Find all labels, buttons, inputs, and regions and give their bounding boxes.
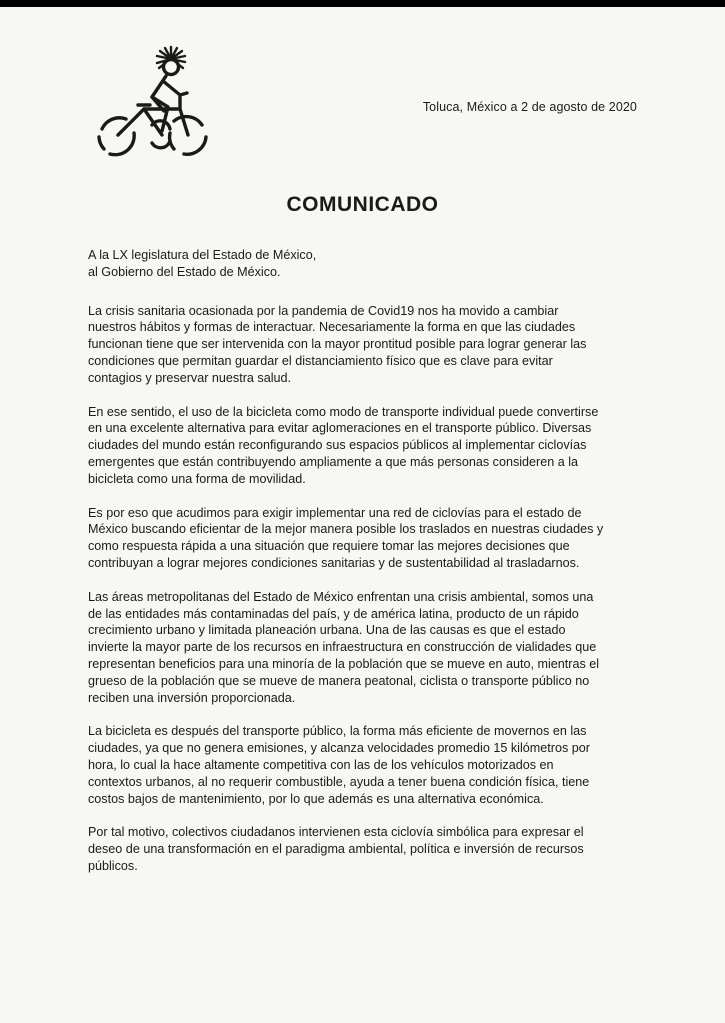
paragraph-5 (88, 723, 654, 807)
text-line: condiciones que permitan guardar el distanciamiento físico que es clave para evitar (88, 353, 553, 368)
text-line: En ese sentido, el uso de la bicicleta como modo de transporte individual puede convertirse (88, 404, 599, 419)
text-line: contagios y preservar nuestra salud. (88, 370, 292, 385)
text-line: Es por eso que acudimos para exigir implementar una red de ciclovías para el estado de (88, 505, 582, 520)
text-line: de las entidades más contaminadas del país, y de américa latina, producto de un rápido (88, 606, 579, 621)
text-line: reciben una inversión proporcionada. (88, 690, 296, 705)
text-line: ciudades del mundo están reconfigurando sus espacios públicos al implementar ciclovías (88, 438, 587, 453)
text-line: crecimiento urbano y limitada planeación urbana. Una de las causas es que el estado (88, 623, 566, 638)
text-line: Las áreas metropolitanas del Estado de México enfrentan una crisis ambiental, somos una (88, 589, 594, 604)
paragraph-3 (88, 505, 654, 572)
text-line: funcionan tiene que ser intervenida con la mayor prontitud posible para lograr generar las (88, 337, 587, 352)
text-line: contextos urbanos, al no requerir combustible, ayuda a tener buena condición física, tiene (88, 774, 590, 789)
text-line: La crisis sanitaria ocasionada por la pandemia de Covid19 nos ha movido a cambiar (88, 303, 559, 318)
addressee-line: al Gobierno del Estado de México. (88, 264, 281, 279)
text-line: Por tal motivo, colectivos ciudadanos intervienen esta ciclovía simbólica para expresar el (88, 825, 584, 840)
text-line: emergentes que están contribuyendo ampliamente a que más personas consideren a la (88, 454, 579, 469)
text-line: ciudades, ya que no genera emisiones, y alcanza velocidades promedio 15 kilómetros por (88, 741, 590, 756)
text-line: México buscando eficientar de la mejor manera posible los traslados en nuestras ciudades y (88, 522, 604, 537)
text-line: representan beneficios para una minoría de la población que se mueve en auto, mientras el (88, 656, 600, 671)
text-line: grueso de la población que se mueve de manera peatonal, ciclista o transporte público no (88, 673, 590, 688)
document-body (88, 247, 654, 892)
top-border (0, 0, 725, 7)
document-title: COMUNICADO (286, 193, 439, 216)
text-line: bicicleta como una forma de movilidad. (88, 471, 306, 486)
paragraph-2 (88, 404, 654, 488)
document-date: Toluca, México a 2 de agosto de 2020 (422, 100, 637, 114)
text-line: contribuyan a lograr mejores condiciones sanitarias y de sustentabilidad al trasladarnos. (88, 555, 580, 570)
text-line: en una excelente alternativa para evitar aglomeraciones en el transporte público. Diversas (88, 421, 592, 436)
addressees (88, 247, 654, 281)
text-line: nuestros hábitos y formas de interactuar. Necesariamente la forma en que las ciudades (88, 320, 576, 335)
text-line: deseo de una transformación en el paradigma ambiental, política e inversión de recursos (88, 842, 584, 857)
paragraph-6 (88, 824, 654, 874)
text-line: hora, lo cual la hace altamente competitiva con las de los vehículos motorizados en (88, 757, 554, 772)
document-page (0, 7, 725, 1023)
paragraph-1 (88, 303, 654, 387)
text-line: invierte la mayor parte de los recursos en infraestructura en construcción de vialidades que (88, 640, 597, 655)
cyclist-logo-icon (88, 45, 214, 157)
text-line: públicos. (88, 858, 138, 873)
addressee-line: A la LX legislatura del Estado de México, (88, 248, 317, 262)
text-line: La bicicleta es después del transporte público, la forma más eficiente de movernos en las (88, 724, 587, 739)
text-line: como respuesta rápida a una situación que requiere tomar las mejores decisiones que (88, 539, 570, 554)
paragraph-4 (88, 589, 654, 707)
text-line: costos bajos de mantenimiento, por lo que además es una alternativa económica. (88, 791, 544, 806)
